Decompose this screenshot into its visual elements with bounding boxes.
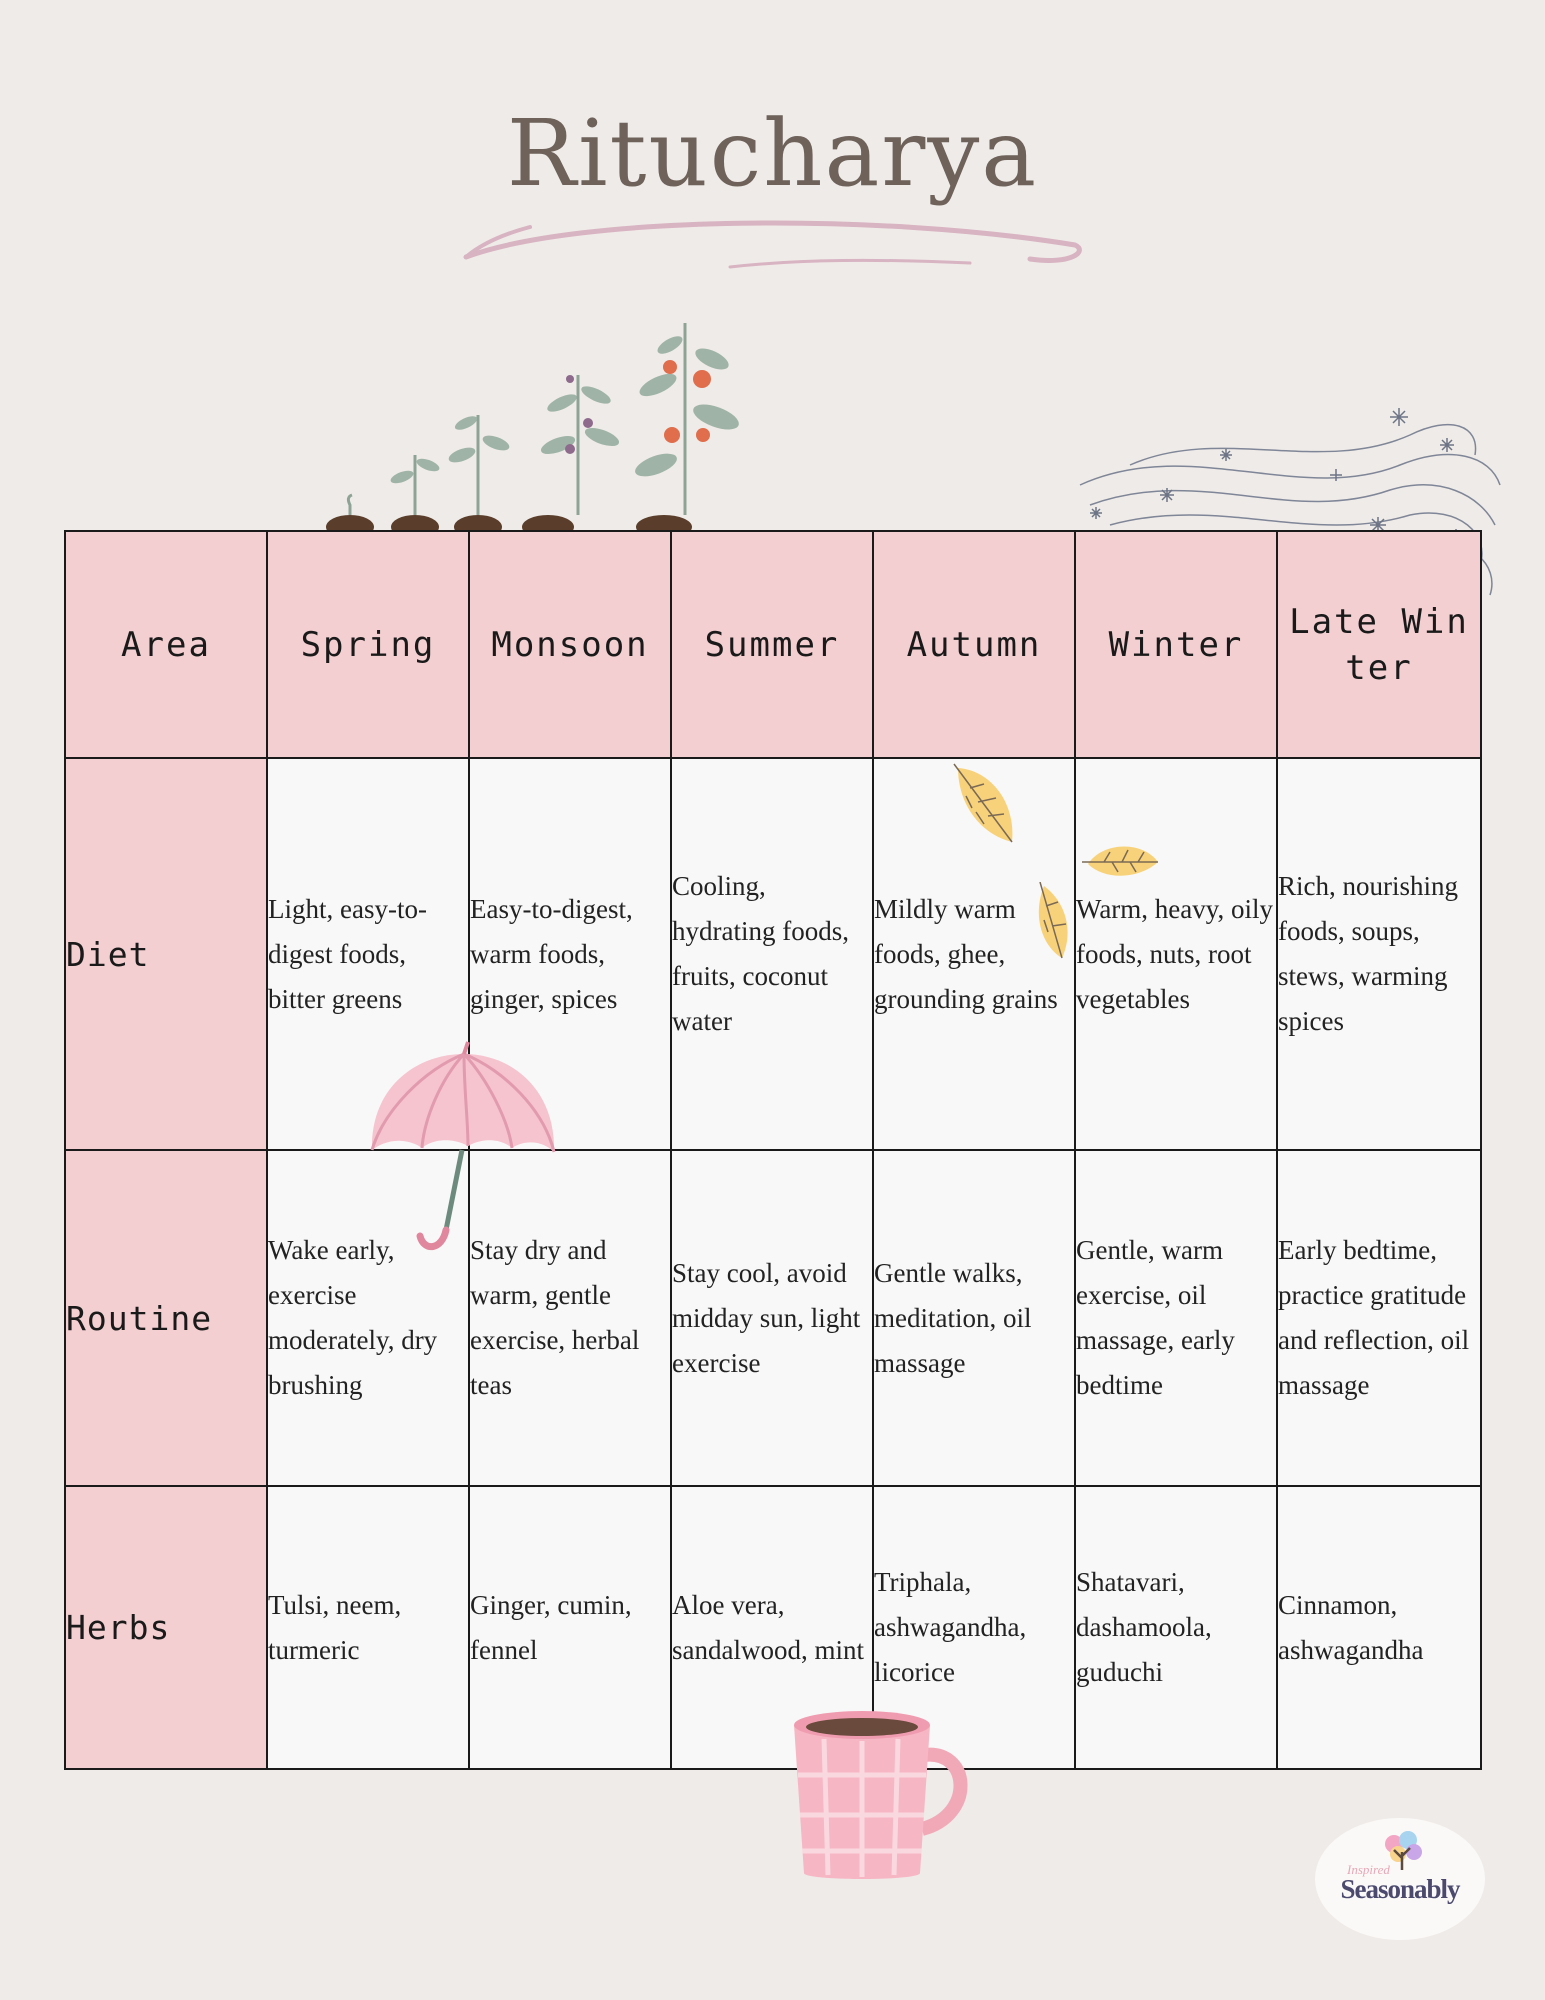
cell-diet-spring: Light, easy-to-digest foods, bitter greens bbox=[267, 758, 469, 1150]
cell-diet-autumn: Mildly warm foods, ghee, grounding grains bbox=[873, 758, 1075, 1150]
pink-plaid-mug-icon bbox=[790, 1705, 976, 1885]
header-area: Area bbox=[65, 531, 267, 758]
cell-routine-summer: Stay cool, avoid midday sun, light exercise bbox=[671, 1150, 873, 1486]
cell-herbs-winter: Shatavari, dashamoola, guduchi bbox=[1075, 1486, 1277, 1769]
brand-logo bbox=[1315, 1818, 1485, 1940]
cell-diet-monsoon: Easy-to-digest, warm foods, ginger, spices bbox=[469, 758, 671, 1150]
cell-routine-autumn: Gentle walks, meditation, oil massage bbox=[873, 1150, 1075, 1486]
yellow-leaf-icon bbox=[950, 762, 1020, 847]
header-late-winter: Late Winter bbox=[1277, 531, 1481, 758]
header-autumn: Autumn bbox=[873, 531, 1075, 758]
table-row-herbs bbox=[65, 1486, 1481, 1769]
cell-herbs-late-winter: Cinnamon, ashwagandha bbox=[1277, 1486, 1481, 1769]
row-label-diet: Diet bbox=[65, 758, 267, 1150]
header-summer: Summer bbox=[671, 531, 873, 758]
yellow-leaf-icon bbox=[1082, 838, 1162, 884]
cell-herbs-summer: Aloe vera, sandalwood, mint bbox=[671, 1486, 873, 1769]
row-label-routine: Routine bbox=[65, 1150, 267, 1486]
logo-script-text: Inspired bbox=[1347, 1862, 1390, 1877]
yellow-leaf-icon bbox=[1030, 882, 1074, 962]
cell-routine-spring: Wake early, exercise moderately, dry brushing bbox=[267, 1150, 469, 1486]
title-underline-swash bbox=[460, 205, 1090, 285]
ritucharya-table bbox=[64, 530, 1482, 1770]
cell-herbs-monsoon: Ginger, cumin, fennel bbox=[469, 1486, 671, 1769]
pink-umbrella-icon bbox=[364, 1040, 560, 1260]
cell-diet-late-winter: Rich, nourishing foods, soups, stews, warming spices bbox=[1277, 758, 1481, 1150]
table-row-diet bbox=[65, 758, 1481, 1150]
logo-brand-text: Seasonably bbox=[1340, 1874, 1460, 1904]
header-winter: Winter bbox=[1075, 531, 1277, 758]
header-spring: Spring bbox=[267, 531, 469, 758]
cell-routine-monsoon: Stay dry and warm, gentle exercise, herbal teas bbox=[469, 1150, 671, 1486]
cell-diet-winter: Warm, heavy, oily foods, nuts, root vegetables bbox=[1075, 758, 1277, 1150]
growing-plants-icon bbox=[320, 315, 760, 530]
cell-herbs-autumn: Triphala, ashwagandha, licorice bbox=[873, 1486, 1075, 1769]
header-row bbox=[65, 531, 1481, 758]
cell-routine-late-winter: Early bedtime, practice gratitude and reflection, oil massage bbox=[1277, 1150, 1481, 1486]
table-row-routine bbox=[65, 1150, 1481, 1486]
row-label-herbs: Herbs bbox=[65, 1486, 267, 1769]
page-title: Ritucharya bbox=[506, 100, 1039, 207]
cell-herbs-spring: Tulsi, neem, turmeric bbox=[267, 1486, 469, 1769]
cell-diet-summer: Cooling, hydrating foods, fruits, coconut water bbox=[671, 758, 873, 1150]
header-monsoon: Monsoon bbox=[469, 531, 671, 758]
cell-routine-winter: Gentle, warm exercise, oil massage, early bedtime bbox=[1075, 1150, 1277, 1486]
